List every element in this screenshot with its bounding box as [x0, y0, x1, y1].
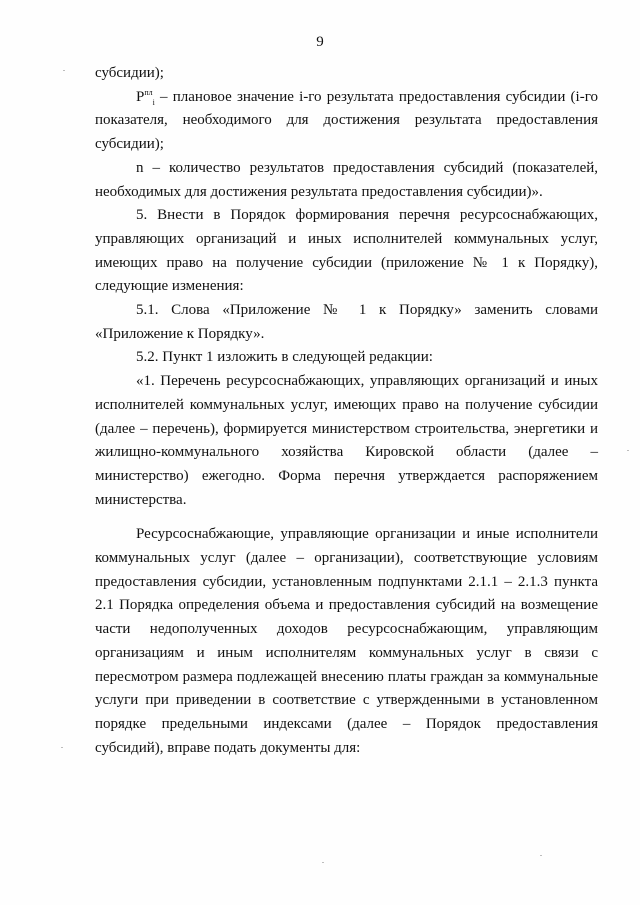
scan-speck: [61, 747, 63, 748]
document-body: [95, 62, 598, 760]
planned-value-text: – плановое значение i-го результата предоставления субсидии (i-го показателя, необходимого для достижения результата предоставления субсидии);: [95, 88, 598, 153]
paragraph-n-definition: n – количество результатов предоставления субсидий (показателей, необходимых для достижения результата предоставления субсидии)».: [95, 159, 598, 200]
paragraph-item-5-1: 5.1. Слова «Приложение № 1 к Порядку» заменить словами «Приложение к Порядку».: [95, 302, 598, 342]
symbol-superscript: пл: [144, 87, 153, 97]
planned-value-symbol: [136, 89, 155, 105]
paragraph-item-5-2: 5.2. Пункт 1 изложить в следующей редакции:: [136, 349, 433, 366]
scan-speck: [322, 862, 324, 863]
paragraph-quoted-point-1: «1. Перечень ресурсоснабжающих, управляющих организаций и иных исполнителей коммунальных услуг, имеющих право на получение субсидии (далее – перечень), формируется министерством строительства, энергетики и жилищно-коммунального хозяйства Кировской области (далее – министерство) ежегодно. Форма перечня утверждается распоряжением министерства.: [95, 373, 598, 508]
scan-speck: [63, 70, 65, 71]
paragraph-organizations: Ресурсоснабжающие, управляющие организации и иные исполнители коммунальных услуг (далее – организации), соответствующие условиям предоставления субсидии, установленным подпунктами 2.1.1 – 2.1.3 пункта 2.1 Порядка определения объема и предоставления субсидий на возмещение части недополученных доходов ресурсоснабжающим, управляющим организациям и иным исполнителям коммунальных услуг в связи с пересмотром размера подлежащей внесению платы граждан за коммунальные услуги при приведении в соответствие с утвержденными в установленном порядке предельными индексами (далее – Порядок предоставления субсидий), вправе подать документы для:: [95, 526, 598, 756]
page-number: 9: [316, 34, 324, 50]
paragraph-continuation: субсидии);: [95, 65, 164, 81]
symbol-letter: P: [136, 88, 145, 105]
scan-speck: [540, 855, 542, 856]
symbol-subscript: i: [152, 97, 155, 107]
paragraph-item-5: 5. Внести в Порядок формирования перечня ресурсоснабжающих, управляющих организаций и иных исполнителей коммунальных услуг, имеющих право на получение субсидии (приложение № 1 к Порядку), следующие изменения:: [95, 207, 598, 295]
scan-speck: [627, 450, 629, 451]
paragraph-planned-value-definition: [95, 86, 598, 157]
